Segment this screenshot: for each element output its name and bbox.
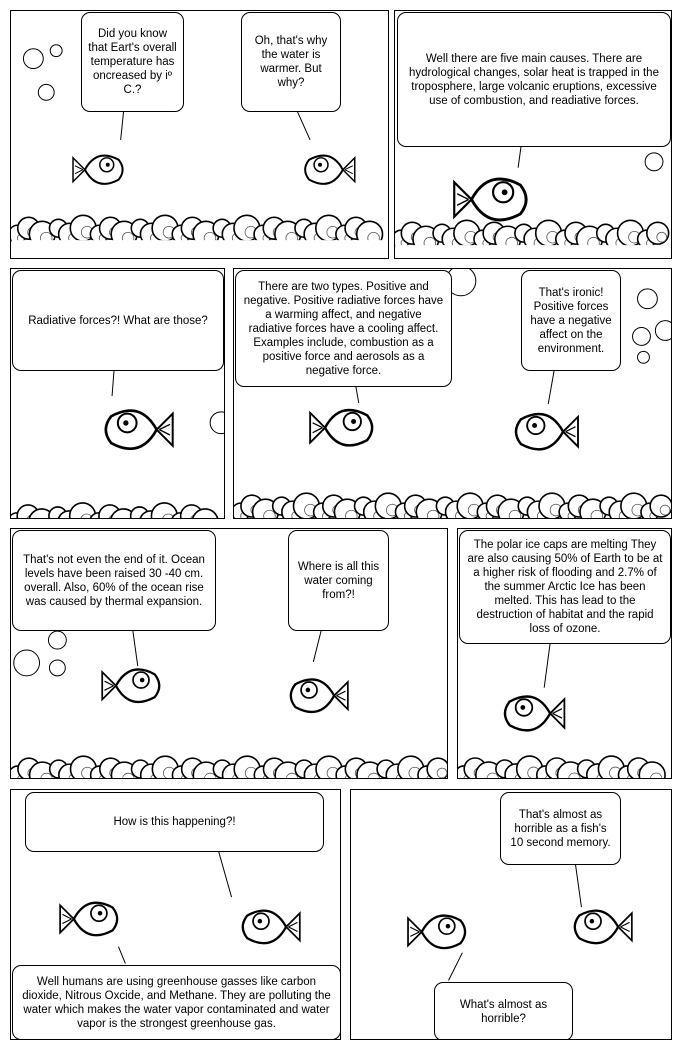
comic-panel-4 xyxy=(233,268,672,519)
bubble-decoration-icon xyxy=(14,631,67,676)
fish-right-icon xyxy=(516,414,578,449)
comic-panel-8 xyxy=(350,789,672,1040)
speech-bubble xyxy=(500,792,621,865)
speech-text: How is this happening?! xyxy=(113,816,236,828)
fish-right-icon xyxy=(291,679,348,711)
speech-bubble xyxy=(81,12,184,112)
speech-text: That's almost as horrible as a fish's 10 second memory. xyxy=(510,808,611,849)
bubble-decoration-icon xyxy=(23,45,62,101)
comic-panel-3 xyxy=(10,268,225,519)
speech-bubble xyxy=(25,792,324,852)
speech-tail xyxy=(118,947,125,964)
coral-reef xyxy=(395,220,671,258)
speech-text: Well there are five main causes. There are hydrological changes, solar heat is trapped in the troposphere, large volcanic eruptions, excessive use of combustion, and readiative forces. xyxy=(409,52,659,107)
comic-panel-5 xyxy=(10,528,448,779)
speech-text: That's ironic! Positive forces have a negative affect on the environment. xyxy=(530,286,612,355)
speech-tail xyxy=(548,370,554,404)
speech-text: Radiative forces?! What are those? xyxy=(28,314,208,327)
fish-left-icon xyxy=(310,410,372,445)
coral-reef xyxy=(11,215,387,258)
speech-tail xyxy=(121,111,124,140)
comic-panel-6 xyxy=(457,528,672,779)
fish-left-icon xyxy=(73,156,123,184)
speech-bubble xyxy=(12,965,341,1040)
comic-panel-1 xyxy=(10,10,389,259)
speech-tail xyxy=(112,370,114,396)
speech-text: That's not even the end of it. Ocean levels have been raised 30 -40 cm. overall. Also, 60% of the ocean rise was caused by thermal expansion. xyxy=(23,553,205,608)
fish-right-icon xyxy=(575,911,632,943)
speech-bubble xyxy=(12,530,216,631)
speech-text: Did you know that Eart's overall temperature has oncreased by iº C.? xyxy=(88,28,177,96)
speech-tail xyxy=(133,630,138,666)
comic-panel-2 xyxy=(394,10,672,259)
speech-tail xyxy=(575,864,581,907)
speech-tail xyxy=(356,386,359,403)
speech-text: The polar ice caps are melting They are also causing 50% of Earth to be at a higher risk of flooding and 2.7% of the summer Arctic Ice has been melted. This has lead to the destruction of habitat and the rapid loss of ozone. xyxy=(467,539,663,635)
speech-tail xyxy=(313,630,321,662)
coral-reef xyxy=(11,503,224,518)
speech-bubble xyxy=(288,530,389,631)
speech-bubble xyxy=(397,12,671,147)
speech-tail xyxy=(297,111,310,140)
speech-tail xyxy=(544,643,550,688)
speech-bubble xyxy=(521,270,621,371)
speech-tail xyxy=(449,953,463,981)
fish-left-icon xyxy=(102,670,159,702)
speech-text: Where is all this water coming from?! xyxy=(297,560,380,601)
fish-icon xyxy=(106,411,173,449)
speech-bubble xyxy=(459,530,671,644)
coral-reef xyxy=(458,756,671,778)
bubble-decoration-icon xyxy=(210,412,224,434)
speech-text: Oh, that's why the water is warmer. But why? xyxy=(254,35,328,89)
fish-icon xyxy=(454,179,526,220)
speech-text: What's almost as horrible? xyxy=(459,998,548,1025)
comic-panel-7 xyxy=(10,789,341,1040)
speech-bubble xyxy=(12,270,224,371)
speech-text: Well humans are using greenhouse gasses like carbon dioxide, Nitrous Oxcide, and Methane. They are polluting the water which makes the water vapor contaminated and water vapor is the strongest greenhouse gas. xyxy=(22,975,331,1030)
fish-right-icon xyxy=(305,156,355,184)
speech-bubble xyxy=(241,12,341,112)
fish-left-icon xyxy=(60,903,117,935)
speech-bubble xyxy=(235,270,452,387)
fish-right-icon xyxy=(243,911,300,943)
bubble-decoration-icon xyxy=(645,153,663,171)
speech-bubble xyxy=(434,982,573,1040)
coral-reef xyxy=(234,493,671,518)
fish-left-icon xyxy=(408,916,465,948)
fish-icon xyxy=(505,697,564,731)
speech-tail xyxy=(518,146,521,168)
coral-reef xyxy=(11,756,447,778)
speech-tail xyxy=(219,852,232,898)
speech-text: There are two types. Positive and negative. Positive radiative forces have a warming affect, and negative radiative forces have a cooling affect. Examples include, combustion as a positive force and aerosols as a negative force. xyxy=(243,280,444,377)
